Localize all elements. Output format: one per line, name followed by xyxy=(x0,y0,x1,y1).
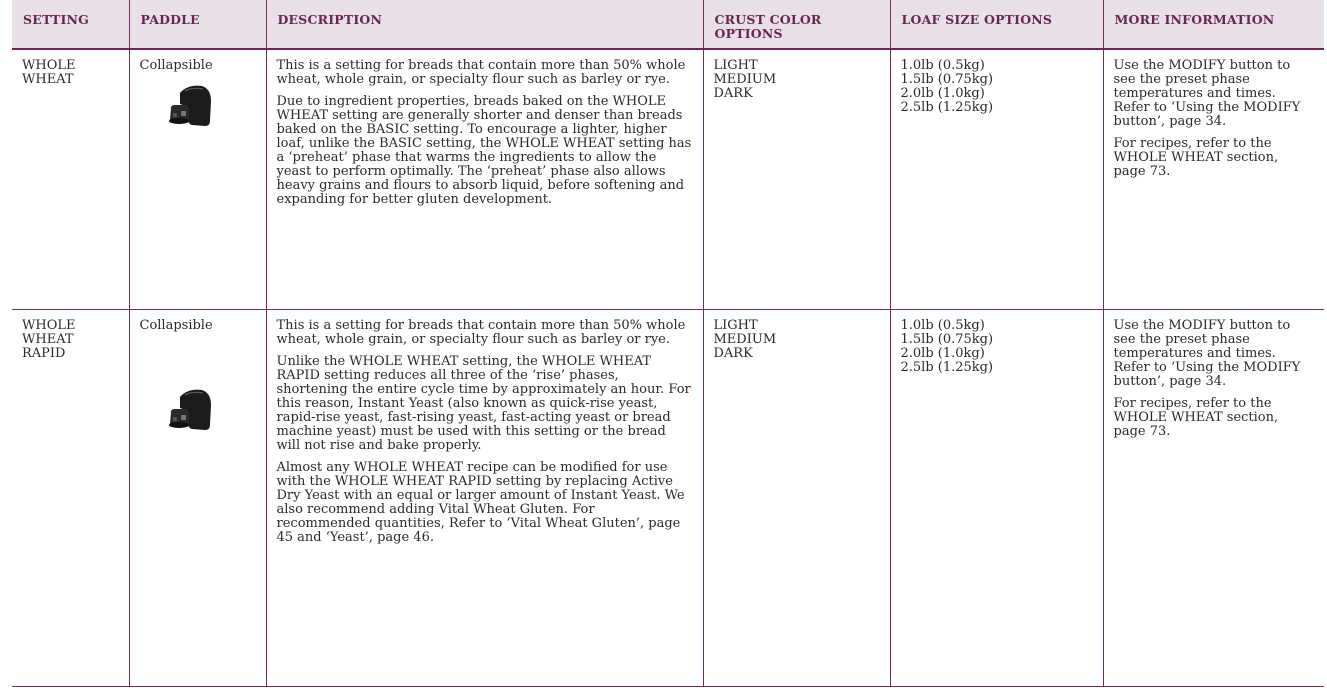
description-cell xyxy=(266,49,703,309)
paddle-cell xyxy=(129,49,266,309)
loaf-size-cell xyxy=(890,309,1103,686)
setting-name-line: WHEAT xyxy=(22,331,74,347)
header-paddle: PADDLE xyxy=(129,0,266,49)
collapsible-paddle-icon xyxy=(158,81,218,129)
crust-option: LIGHT xyxy=(713,58,758,73)
paddle-type: Collapsible xyxy=(139,58,213,73)
description-paragraph: Almost any WHOLE WHEAT recipe can be modified for use with the WHOLE WHEAT RAPID setting by replacing Active Dry Yeast with an equal or larger amount of Instant Yeast. We also recommend adding Vital Wheat Gluten. For recommended quantities, Refer to ‘Vital Wheat Gluten’, page 45 and ‘Yeast’, page 46. xyxy=(276,459,685,545)
more-information-cell xyxy=(1103,49,1324,309)
paddle-cell xyxy=(129,309,266,686)
setting-cell xyxy=(12,49,129,309)
crust-option: DARK xyxy=(713,86,753,101)
loaf-size-option: 2.0lb (1.0kg) xyxy=(900,86,985,101)
setting-cell xyxy=(12,309,129,686)
crust-option: LIGHT xyxy=(713,317,758,333)
loaf-size-option: 1.0lb (0.5kg) xyxy=(900,58,985,73)
setting-name-line: WHOLE xyxy=(22,58,76,73)
loaf-size-option: 2.0lb (1.0kg) xyxy=(900,345,985,361)
header-crust-color: CRUST COLOR OPTIONS xyxy=(703,0,890,49)
info-paragraph: For recipes, refer to the WHOLE WHEAT section, page 73. xyxy=(1113,136,1279,179)
table-row xyxy=(12,309,1324,686)
loaf-size-option: 1.5lb (0.75kg) xyxy=(900,331,994,347)
paddle-type: Collapsible xyxy=(139,317,213,333)
more-information-cell xyxy=(1103,309,1324,686)
crust-option: MEDIUM xyxy=(713,72,777,87)
crust-option: DARK xyxy=(713,345,753,361)
settings-table-page xyxy=(12,0,1324,688)
collapsible-paddle-icon xyxy=(158,385,218,433)
header-more-information: MORE INFORMATION xyxy=(1103,0,1324,49)
info-paragraph: For recipes, refer to the WHOLE WHEAT section, page 73. xyxy=(1113,395,1279,439)
info-paragraph: Use the MODIFY button to see the preset phase temperatures and times. Refer to ‘Using the MODIFY button’, page 34. xyxy=(1113,317,1301,389)
loaf-size-option: 1.0lb (0.5kg) xyxy=(900,317,985,333)
description-paragraph: Due to ingredient properties, breads baked on the WHOLE WHEAT setting are generally shorter and denser than breads baked on the BASIC setting. To encourage a lighter, higher loaf, unlike the BASIC setting, the WHOLE WHEAT setting has a ‘preheat’ phase that warms the ingredients to allow the yeast to perform optimally. The ‘preheat’ phase also allows heavy grains and flours to absorb liquid, before softening and expanding for better gluten development. xyxy=(276,94,692,207)
crust-color-cell xyxy=(703,309,890,686)
setting-name-line: WHEAT xyxy=(22,72,74,87)
crust-option: MEDIUM xyxy=(713,331,777,347)
setting-name-line: RAPID xyxy=(22,345,66,361)
loaf-size-cell xyxy=(890,49,1103,309)
description-paragraph: This is a setting for breads that contain more than 50% whole wheat, whole grain, or specialty flour such as barley or rye. xyxy=(276,317,686,347)
header-loaf-size: LOAF SIZE OPTIONS xyxy=(890,0,1103,49)
description-paragraph: Unlike the WHOLE WHEAT setting, the WHOLE WHEAT RAPID setting reduces all three of the ‘rise’ phases, shortening the entire cycle time by approximately an hour. For this reason, Instant Yeast (also known as quick-rise yeast, rapid-rise yeast, fast-rising yeast, fast-acting yeast or bread machine yeast) must be used with this setting or the bread will not rise and bake properly. xyxy=(276,353,691,453)
description-paragraph: This is a setting for breads that contain more than 50% whole wheat, whole grain, or specialty flour such as barley or rye. xyxy=(276,58,686,87)
bread-settings-table xyxy=(12,0,1324,687)
info-paragraph: Use the MODIFY button to see the preset phase temperatures and times. Refer to ‘Using the MODIFY button’, page 34. xyxy=(1113,58,1301,129)
table-row xyxy=(12,49,1324,309)
description-cell xyxy=(266,309,703,686)
setting-name-line: WHOLE xyxy=(22,317,76,333)
header-description: DESCRIPTION xyxy=(266,0,703,49)
loaf-size-option: 2.5lb (1.25kg) xyxy=(900,100,994,115)
loaf-size-option: 1.5lb (0.75kg) xyxy=(900,72,994,87)
table-header-row xyxy=(12,0,1324,49)
header-setting: SETTING xyxy=(12,0,129,49)
loaf-size-option: 2.5lb (1.25kg) xyxy=(900,359,994,375)
crust-color-cell xyxy=(703,49,890,309)
